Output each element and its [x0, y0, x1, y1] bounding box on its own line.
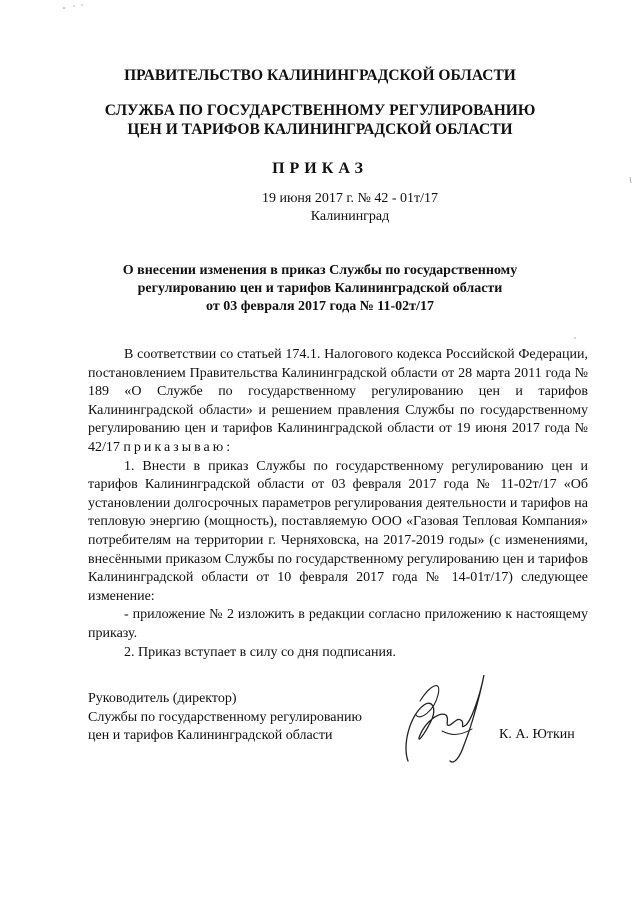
- position-line2: Службы по государственному регулированию: [88, 709, 362, 725]
- preamble-text: В соответствии со статьей 174.1. Налогового кодекса Российской Федерации, постановлением Правительства Калининградской области от 28 марта 2011 года № 189 «О Службе по государственному регулированию цен и тарифов Калининградской области» и решением правления Службы по государственному регулированию цен и тарифов Калининградской области от 19 июня 2017 года № 42/17: [88, 347, 588, 455]
- document-city: Калининград: [310, 209, 390, 224]
- order-word: приказываю:: [123, 439, 234, 455]
- handwritten-signature: [380, 665, 490, 775]
- scan-speck-right-2: [572, 335, 578, 341]
- item1-paragraph: 1. Внести в приказ Службы по государственному регулированию цен и тарифов Калининградской области от 03 февраля 2017 года № 11-02т/17 «Об установлении долгосрочных параметров регулирования деятельности и тарифов на тепловую энергию (мощность), поставляемую ООО «Газовая Тепловая Компания» потребителям на территории г. Черняховска, на 2017-2019 годы» (с изменениями, внесёнными приказом Службы по государственному регулированию цен и тарифов Калининградской области от 10 февраля 2017 года № 14-01т/17) следующее изменение:: [88, 458, 588, 604]
- order-body: [88, 346, 588, 662]
- signatory-position: [88, 690, 362, 746]
- scan-speck-right: [628, 175, 636, 185]
- document-date-number: 19 июня 2017 г. № 42 - 01т/17: [261, 191, 439, 206]
- position-line1: Руководитель (директор): [88, 691, 237, 706]
- subject-line1: О внесении изменения в приказ Службы по государственному: [122, 263, 518, 278]
- position-line3: цен и тарифов Калининградской области: [88, 728, 333, 744]
- document-title: ПРИКАЗ: [272, 160, 368, 177]
- service-heading-line1: СЛУЖБА ПО ГОСУДАРСТВЕННОМУ РЕГУЛИРОВАНИЮ: [104, 102, 536, 119]
- service-heading-line2: ЦЕН И ТАРИФОВ КАЛИНИНГРАДСКОЙ ОБЛАСТИ: [127, 121, 513, 138]
- subject-line2: регулированию цен и тарифов Калининградской области: [137, 281, 503, 296]
- scan-specks-top: [60, 2, 90, 12]
- item2-paragraph: 2. Приказ вступает в силу со дня подписания.: [124, 644, 396, 660]
- subject-line3: от 03 февраля 2017 года № 11-02т/17: [206, 299, 434, 314]
- item1-sub-paragraph: - приложение № 2 изложить в редакции согласно приложению к настоящему приказу.: [88, 607, 588, 641]
- government-heading: ПРАВИТЕЛЬСТВО КАЛИНИНГРАДСКОЙ ОБЛАСТИ: [124, 67, 516, 84]
- preamble-paragraph: [88, 346, 588, 458]
- signatory-name: К. А. Юткин: [499, 727, 575, 742]
